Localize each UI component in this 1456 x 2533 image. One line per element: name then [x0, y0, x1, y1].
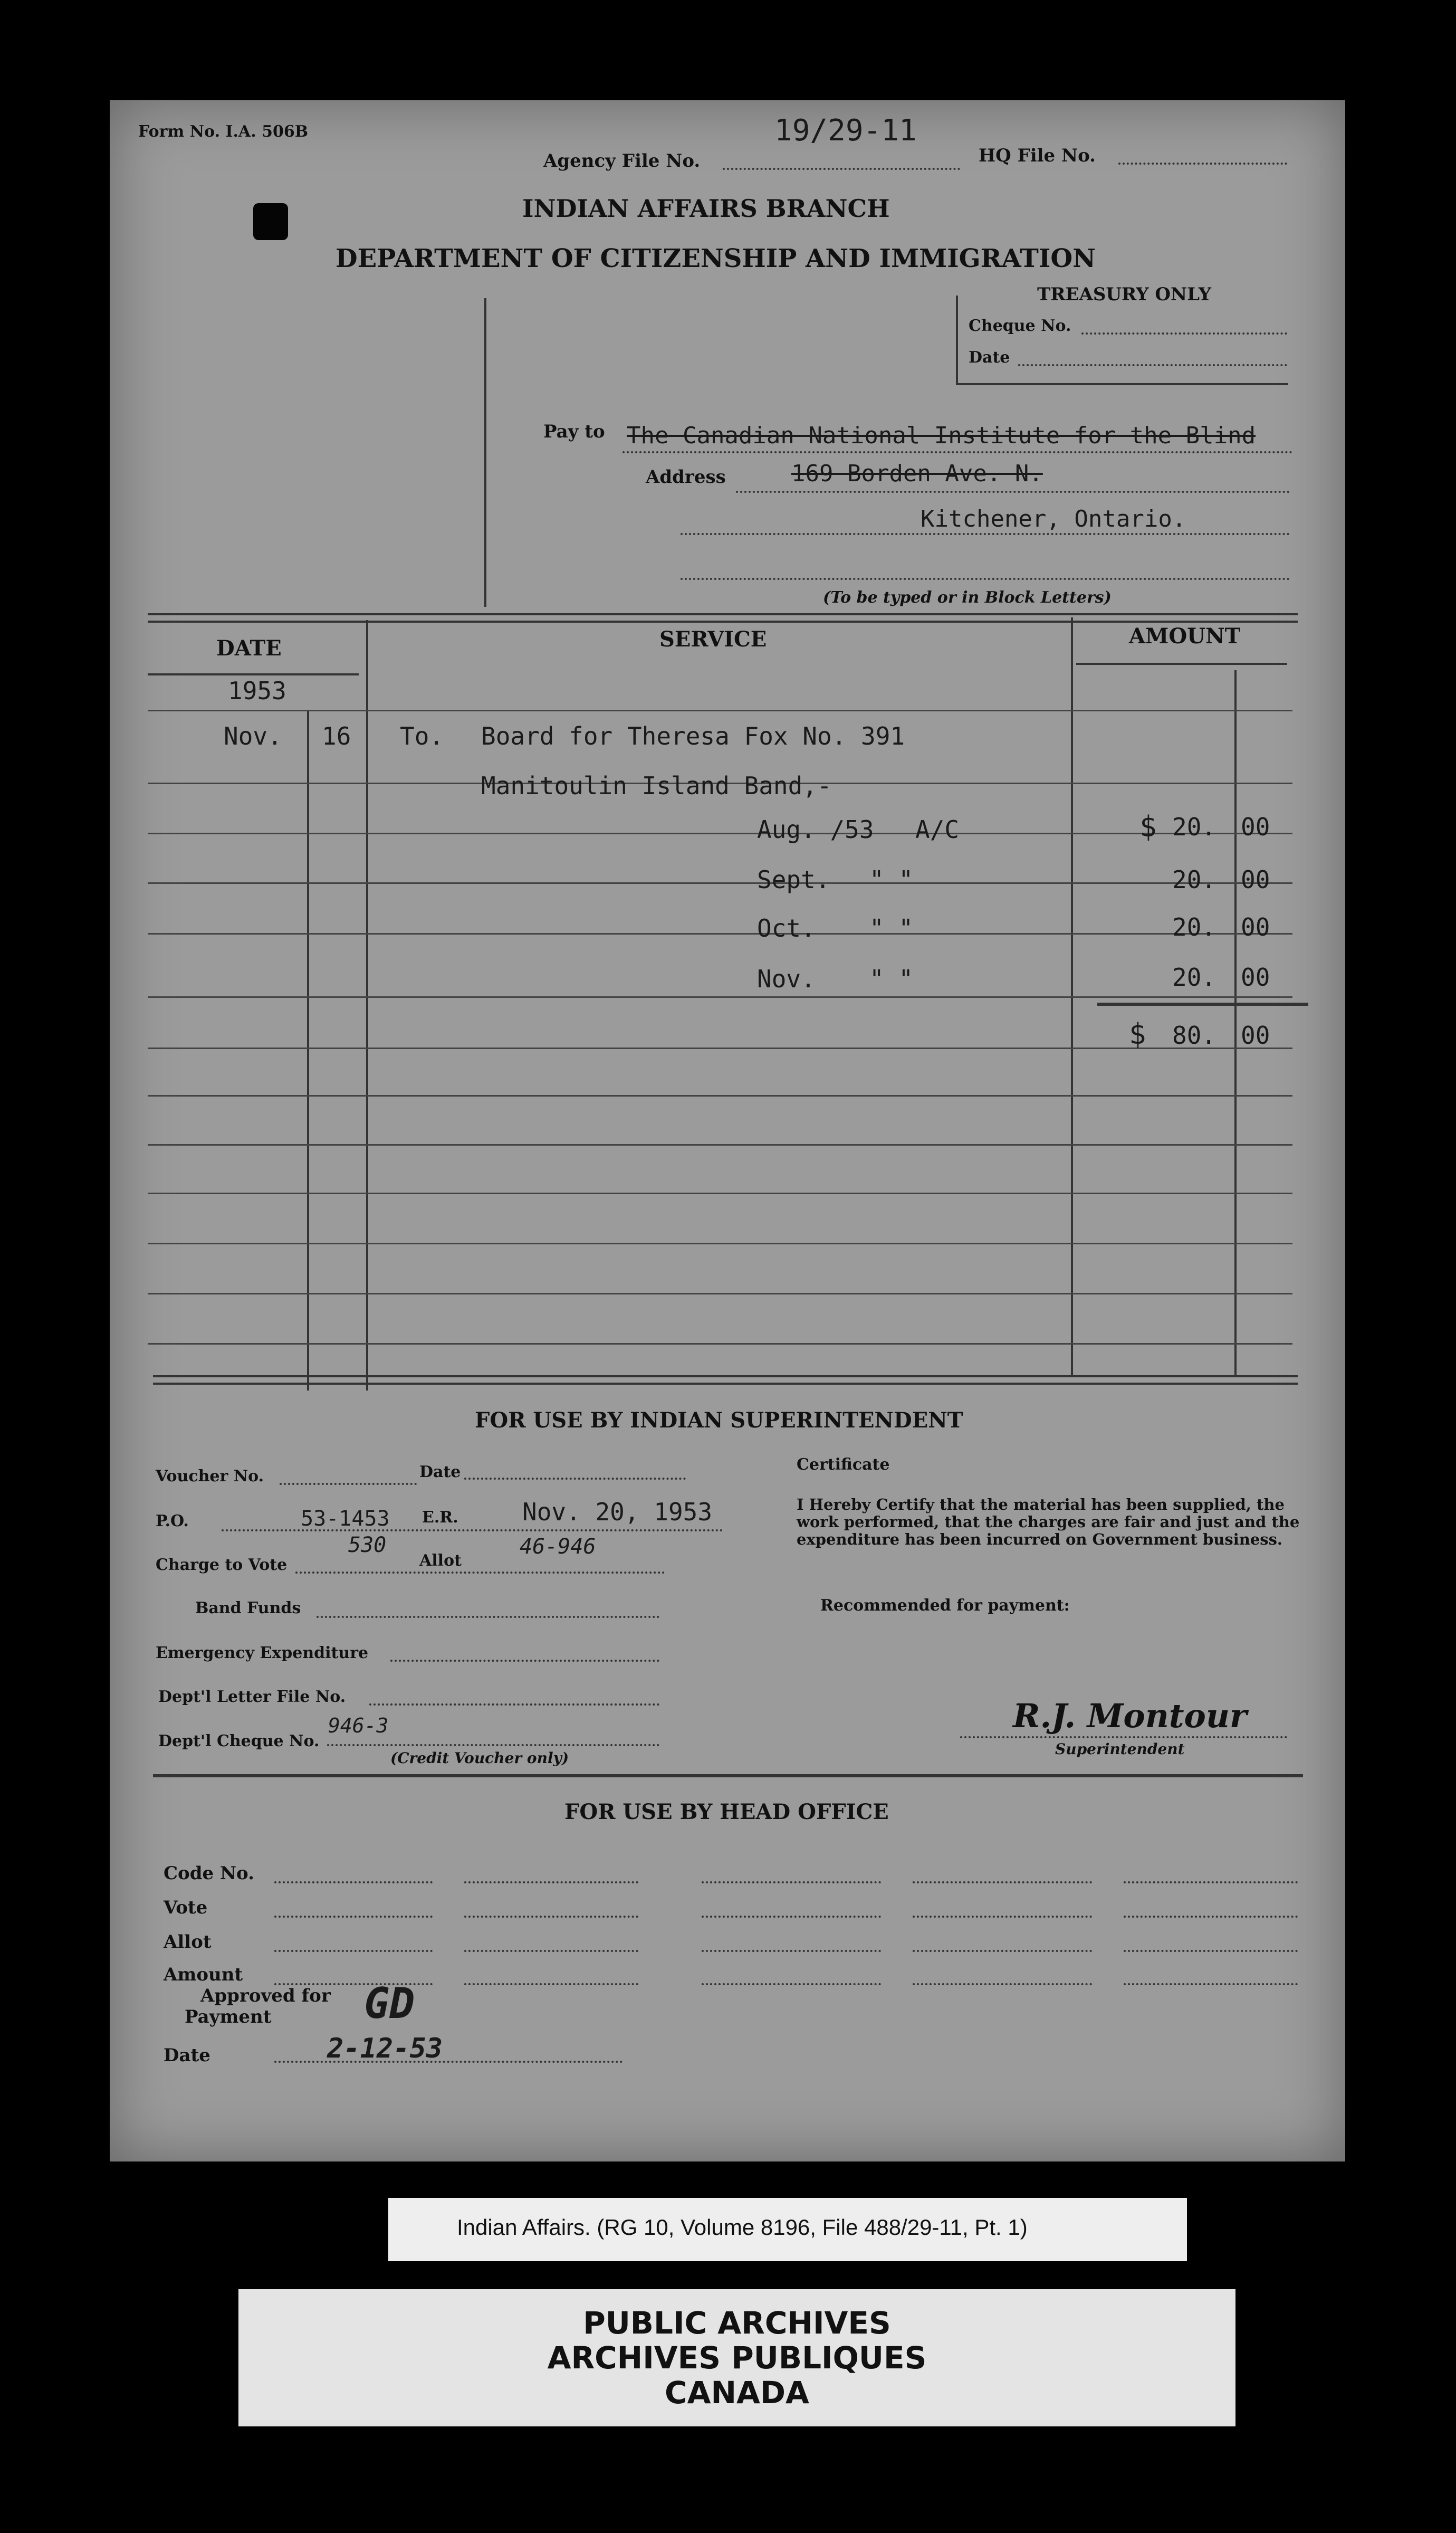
total-dollars: 80. [1172, 1021, 1216, 1050]
treasury-date-label: Date [969, 348, 1010, 367]
treasury-box-bottom [956, 383, 1288, 385]
payment-label: Payment [185, 2006, 272, 2027]
table-row [148, 833, 1292, 834]
item-month: Nov. [757, 965, 816, 993]
ho-line [274, 1983, 433, 1985]
signature-line [960, 1736, 1287, 1738]
pay-to-line [622, 451, 1292, 453]
col-cents-left [1234, 670, 1237, 1377]
approval-date: 2-12-53 [327, 2033, 443, 2064]
address-line1: 169 Borden Ave. N. [791, 460, 1043, 487]
cheque-value: 946-3 [328, 1714, 389, 1737]
ho-line [274, 1916, 433, 1918]
item-currency: $ [1139, 810, 1157, 843]
recommended-label: Recommended for payment: [820, 1596, 1070, 1615]
cheque-line [327, 1744, 659, 1746]
item-ref: " " [869, 914, 914, 942]
department-title: DEPARTMENT OF CITIZENSHIP AND IMMIGRATION [336, 244, 1096, 273]
band-funds-line [317, 1616, 659, 1618]
emergency-label: Emergency Expenditure [156, 1644, 369, 1662]
upper-divider [484, 298, 486, 607]
citation-label [388, 2198, 1187, 2261]
ho-line [913, 1983, 1092, 1985]
table-row [148, 1293, 1292, 1294]
ho-line [1124, 1950, 1298, 1952]
voucher-line [280, 1483, 417, 1485]
header-service: SERVICE [659, 627, 767, 652]
item-month: Sept. [757, 865, 830, 894]
entry-month: Nov. [224, 722, 282, 750]
table-row [148, 1048, 1292, 1049]
treasury-box-left [956, 296, 958, 385]
archive-stamp [238, 2289, 1235, 2426]
treasury-cheque-label: Cheque No. [969, 317, 1071, 335]
document-sheet [110, 100, 1345, 2161]
address-line1-rule [736, 491, 1290, 493]
form-number: Form No. I.A. 506B [138, 122, 309, 141]
pay-to-value: The Canadian National Institute for the Blind [627, 422, 1256, 449]
vote-value: 530 [348, 1533, 387, 1557]
ho-line [1124, 1916, 1298, 1918]
ho-line [702, 1881, 881, 1883]
archive-line1: PUBLIC ARCHIVES [583, 2305, 891, 2341]
archive-line3: CANADA [665, 2375, 809, 2411]
po-line [222, 1529, 723, 1531]
header-amount: AMOUNT [1129, 624, 1241, 649]
agency-file-label: Agency File No. [543, 150, 701, 172]
address-line3-rule [681, 578, 1290, 580]
entry-year: 1953 [228, 677, 286, 705]
table-row [148, 933, 1292, 935]
treasury-title: TREASURY ONLY [1037, 284, 1212, 305]
approved-label: Approved for [200, 1985, 331, 2006]
head-office-title: FOR USE BY HEAD OFFICE [564, 1799, 889, 1824]
table-row [148, 1243, 1292, 1244]
voucher-date-label: Date [419, 1463, 461, 1481]
ho-line [464, 1916, 638, 1918]
approval-initials: GD [364, 1979, 415, 2028]
certificate-title: Certificate [797, 1455, 890, 1474]
band-funds-label: Band Funds [195, 1599, 301, 1617]
ho-line [913, 1881, 1092, 1883]
treasury-cheque-line [1081, 332, 1287, 335]
col-date-right [366, 620, 368, 1391]
item-dollars: 20. [1172, 913, 1216, 941]
col-day-left [307, 710, 309, 1391]
agency-file-value: 19/29-11 [774, 113, 917, 148]
header-date: DATE [216, 636, 282, 661]
punch-hole [253, 203, 288, 240]
head-office-row-label: Allot [164, 1931, 212, 1953]
signature-label: Superintendent [1055, 1740, 1185, 1758]
entry-line2: Manitoulin Island Band,- [481, 772, 832, 800]
item-cents: 00 [1241, 963, 1270, 992]
table-row [148, 1095, 1292, 1097]
table-row [148, 1193, 1292, 1194]
ho-line [702, 1950, 881, 1952]
item-ref: A/C [915, 815, 960, 844]
emergency-line [390, 1660, 659, 1662]
po-label: P.O. [156, 1512, 189, 1530]
branch-title: INDIAN AFFAIRS BRANCH [522, 194, 890, 223]
po-value: 53-1453 [301, 1507, 390, 1531]
item-month: Oct. [757, 914, 816, 942]
ho-line [464, 1983, 638, 1985]
head-office-row-label: Amount [164, 1964, 243, 1985]
item-ref: " " [869, 965, 914, 993]
table-bottom-rule [153, 1375, 1298, 1385]
address-line2: Kitchener, Ontario. [921, 506, 1186, 532]
er-label: E.R. [422, 1508, 458, 1527]
item-dollars: 20. [1172, 813, 1216, 841]
letter-file-label: Dept'l Letter File No. [158, 1688, 346, 1706]
table-row [148, 1343, 1292, 1345]
item-dollars: 20. [1172, 865, 1216, 894]
letter-file-line [369, 1703, 659, 1706]
address-line2-rule [681, 533, 1290, 535]
date-header-rule [148, 673, 359, 675]
item-cents: 00 [1241, 913, 1270, 941]
superintendent-title: FOR USE BY INDIAN SUPERINTENDENT [475, 1408, 963, 1433]
credit-voucher-note: (Credit Voucher only) [390, 1749, 569, 1767]
entry-day: 16 [322, 722, 351, 750]
archive-line2: ARCHIVES PUBLIQUES [547, 2340, 927, 2376]
ho-line [1124, 1983, 1298, 1985]
citation-text: Indian Affairs. (RG 10, Volume 8196, File 488/29-11, Pt. 1) [457, 2215, 1028, 2240]
superintendent-signature: R.J. Montour [1013, 1697, 1247, 1735]
table-row [148, 882, 1292, 884]
hq-file-label: HQ File No. [979, 145, 1096, 166]
item-ref: " " [869, 865, 914, 894]
head-office-rule [153, 1774, 1303, 1777]
total-cents: 00 [1241, 1021, 1270, 1050]
ho-line [913, 1950, 1092, 1952]
head-office-date-label: Date [164, 2045, 210, 2066]
ho-line [913, 1916, 1092, 1918]
voucher-label: Voucher No. [156, 1467, 264, 1485]
charge-line [295, 1572, 665, 1574]
head-office-row-label: Vote [164, 1897, 208, 1918]
table-top-rule [148, 613, 1298, 623]
head-office-row-label: Code No. [164, 1863, 254, 1884]
cheque-label: Dept'l Cheque No. [158, 1732, 320, 1750]
hq-file-line [1118, 163, 1287, 165]
total-underline [1097, 1003, 1308, 1006]
item-cents: 00 [1241, 813, 1270, 841]
pay-to-label: Pay to [543, 421, 605, 442]
table-row [148, 710, 1292, 711]
item-cents: 00 [1241, 865, 1270, 894]
address-label: Address [646, 466, 726, 488]
agency-file-line [723, 168, 960, 170]
certificate-text: I Hereby Certify that the material has been supplied, the work performed, that the charges are fair and just and the expenditure has been incurred on Government business. [797, 1496, 1300, 1548]
ho-line [274, 2061, 622, 2063]
block-letters-note: (To be typed or in Block Letters) [823, 588, 1112, 607]
allot-value: 46-946 [520, 1535, 596, 1559]
ho-line [464, 1881, 638, 1883]
item-dollars: 20. [1172, 963, 1216, 992]
entry-to: To. [400, 722, 444, 750]
ho-line [274, 1950, 433, 1952]
charge-label: Charge to Vote [156, 1556, 288, 1574]
table-row [148, 1144, 1292, 1146]
ho-line [702, 1983, 881, 1985]
item-month: Aug. /53 [757, 815, 874, 844]
ho-line [702, 1916, 881, 1918]
treasury-date-line [1018, 364, 1287, 366]
er-value: Nov. 20, 1953 [522, 1498, 713, 1526]
ho-line [274, 1881, 433, 1883]
table-row [148, 996, 1292, 998]
voucher-date-line [464, 1478, 686, 1480]
ho-line [464, 1950, 638, 1952]
allot-label: Allot [419, 1551, 462, 1570]
amount-header-rule [1076, 663, 1287, 665]
total-currency: $ [1129, 1017, 1146, 1051]
entry-line1: Board for Theresa Fox No. 391 [481, 722, 905, 750]
ho-line [1124, 1881, 1298, 1883]
